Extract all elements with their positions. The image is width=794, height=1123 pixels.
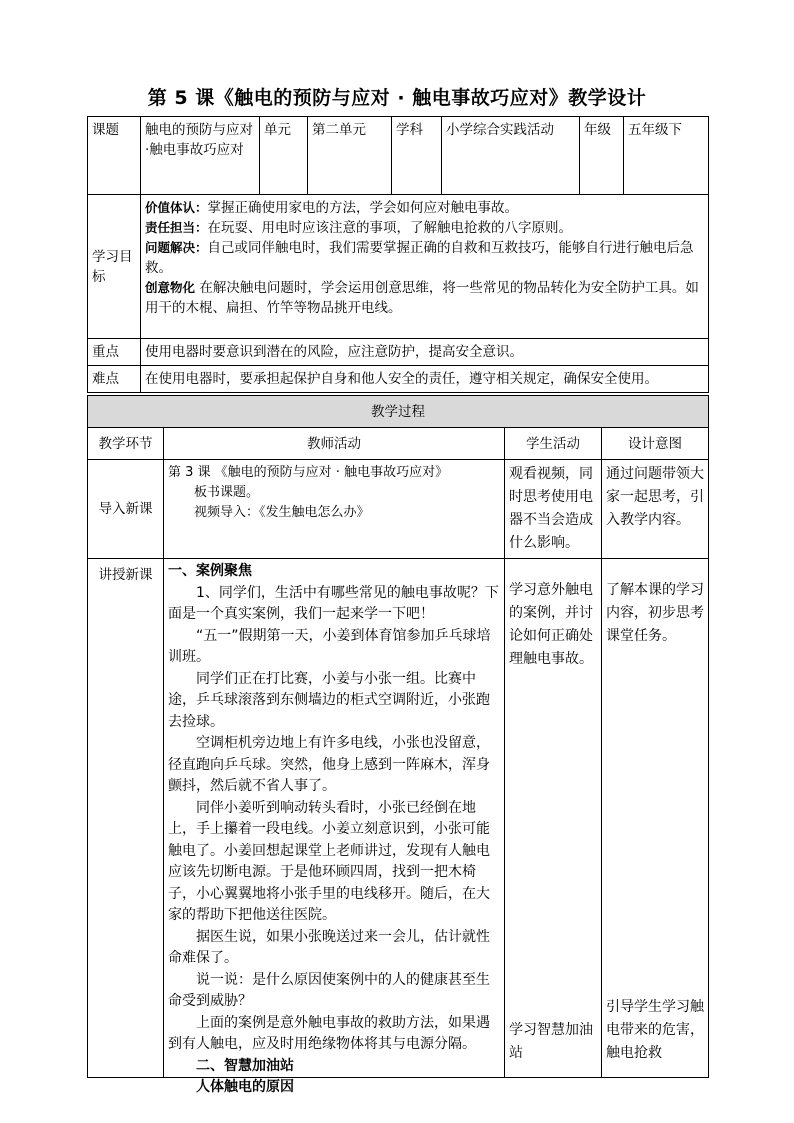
- case-paragraph: 同学们正在打比赛，小姜与小张一组。比赛中途，乒乓球滚落到东侧墙边的柜式空调附近，小张跑去捡球。: [168, 670, 490, 730]
- case-paragraph: 据医生说，如果小张晚送过来一会儿，估计就性命难保了。: [168, 928, 490, 966]
- grade-value: 五年级下: [624, 117, 709, 195]
- section1-title: 一、案例聚焦: [168, 563, 252, 579]
- case-paragraph: “五一”假期第一天，小姜到体育馆参加乒乓球培训班。: [168, 627, 491, 665]
- goal-item: 价值体认：掌握正确使用家电的方法，学会如何应对触电事故。: [145, 200, 519, 216]
- design-intent-1: 了解本课的学习内容，初步思考课堂任务。: [606, 582, 704, 644]
- col-teacher: 教师活动: [164, 428, 505, 460]
- lecture-stage: 讲授新课: [88, 559, 164, 1078]
- goals-content: [141, 195, 709, 339]
- intro-line: 视频导入：《发生触电怎么办》: [194, 505, 370, 520]
- student-activity-2: 学习智慧加油站: [509, 1022, 593, 1061]
- col-stage: 教学环节: [88, 428, 164, 460]
- lecture-student: [505, 559, 602, 1078]
- case-paragraph: 1、同学们，生活中有哪些常见的触电事故呢？下面是一个真实案例，我们一起来学一下吧！: [168, 584, 499, 622]
- difficulty-text: 在使用电器时，要承担起保护自身和他人安全的责任，遵守相关规定，确保安全使用。: [141, 366, 709, 393]
- unit-label: 单元: [260, 117, 308, 195]
- case-paragraph: 空调柜机旁边地上有许多电线，小张也没留意，径直跑向乒乓球。突然，他身上感到一阵麻木，浑身颤抖，然后就不省人事了。: [168, 735, 490, 794]
- intro-student: 观看视频，同时思考使用电器不当会造成什么影响。: [505, 460, 602, 559]
- goal-item: 创意物化 在解决触电问题时，学会运用创意思维，将一些常见的物品转化为安全防护工具。如用干的木棍、扁担、竹竿等物品挑开电线。: [145, 280, 699, 316]
- student-activity-1: 学习意外触电的案例，并讨论如何正确处理触电事故。: [509, 582, 593, 667]
- lesson-value: 触电的预防与应对·触电事故巧应对: [141, 117, 260, 195]
- subject-label: 学科: [392, 117, 442, 195]
- subject-value: 小学综合实践活动: [442, 117, 580, 195]
- intro-teacher: [164, 460, 505, 559]
- goal-item: 责任担当：在玩耍、用电时应该注意的事项，了解触电抢救的八字原则。: [145, 220, 573, 236]
- case-paragraph: 说一说：是什么原因使案例中的人的健康甚至生命受到威胁？: [168, 971, 490, 1009]
- difficulty-label: 难点: [88, 366, 141, 393]
- key-point-label: 重点: [88, 339, 141, 366]
- page-title: 第 5 课《触电的预防与应对 · 触电事故巧应对》教学设计: [147, 87, 647, 109]
- lesson-label: 课题: [88, 117, 141, 195]
- case-paragraph: 上面的案例是意外触电事故的救助方法，如果遇到有人触电，应及时用绝缘物体将其与电源分隔。: [168, 1014, 490, 1052]
- goals-label: 学习目标: [88, 195, 141, 339]
- col-student: 学生活动: [505, 428, 602, 460]
- case-paragraph: 同伴小姜听到响动转头看时，小张已经倒在地上，手上攥着一段电线。小姜立刻意识到，小张可能触电了。小姜回想起课堂上老师讲过，发现有人触电应该先切断电源。于是他环顾四周，找到一把木椅子，小心翼翼地将小张手里的电线移开。随后，在大家的帮助下把他送往医院。: [168, 799, 490, 923]
- section2-subtitle: 人体触电的原因: [196, 1079, 294, 1095]
- process-header: 教学过程: [88, 396, 709, 428]
- key-point-text: 使用电器时要意识到潜在的风险，应注意防护，提高安全意识。: [141, 339, 709, 366]
- intro-design: 通过问题带领大家一起思考，引入教学内容。: [602, 460, 709, 559]
- lesson-info-table: [87, 116, 709, 393]
- intro-title: 第 3 课 《触电的预防与应对 · 触电事故巧应对》: [168, 465, 449, 480]
- intro-stage: 导入新课: [88, 460, 164, 559]
- goal-item: 问题解决：自己或同伴触电时，我们需要掌握正确的自救和互救技巧，能够自行进行触电后急救。: [145, 240, 694, 276]
- grade-label: 年级: [580, 117, 624, 195]
- process-table: [87, 395, 709, 1095]
- col-design: 设计意图: [602, 428, 709, 460]
- lecture-design: [602, 559, 709, 1078]
- section2-title: 二、智慧加油站: [196, 1057, 294, 1074]
- lecture-teacher: [164, 559, 505, 1095]
- unit-value: 第二单元: [308, 117, 392, 195]
- design-intent-2: 引导学生学习触电带来的危害，触电抢救: [606, 999, 704, 1061]
- intro-line: 板书课题。: [194, 485, 260, 500]
